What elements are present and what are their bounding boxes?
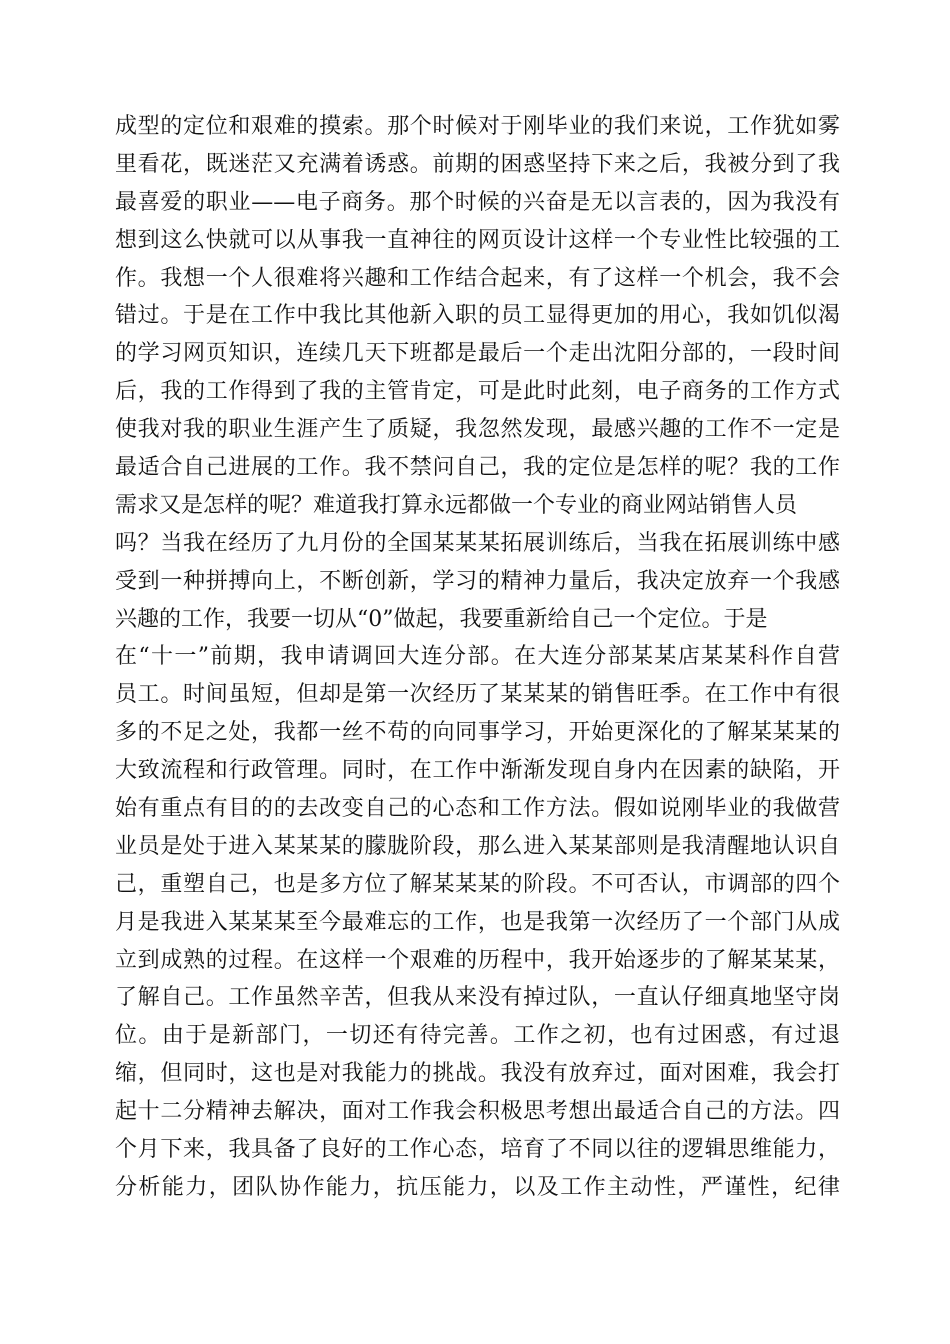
text-line-22: 月是我进入某某某至今最难忘的工作，也是我第一次经历了一个部门从成	[115, 909, 840, 935]
text-line-20: 业员是处于进入某某某的朦胧阶段，那么进入某某部则是我清醒地认识自	[115, 833, 840, 859]
text-line-5: 作。我想一个人很难将兴趣和工作结合起来，有了这样一个机会，我不会	[115, 265, 840, 291]
text-line-3: 最喜爱的职业——电子商务。那个时候的兴奋是无以言表的，因为我没有	[115, 189, 840, 215]
text-line-13: 受到一种拼搏向上，不断创新，学习的精神力量后，我决定放弃一个我感	[115, 568, 840, 594]
text-line-6: 错过。于是在工作中我比其他新入职的员工显得更加的用心，我如饥似渴	[115, 303, 840, 329]
text-line-9: 使我对我的职业生涯产生了质疑，我忽然发现，最感兴趣的工作不一定是	[115, 417, 840, 443]
body-text	[115, 108, 840, 1207]
text-line-17: 多的不足之处，我都一丝不苟的向同事学习，开始更深化的了解某某某的	[115, 720, 840, 746]
text-line-26: 缩，但同时，这也是对我能力的挑战。我没有放弃过，面对困难，我会打	[115, 1061, 840, 1087]
text-line-8: 后，我的工作得到了我的主管肯定，可是此时此刻，电子商务的工作方式	[115, 379, 840, 405]
text-line-29: 分析能力，团队协作能力，抗压能力，以及工作主动性，严谨性，纪律	[115, 1174, 840, 1200]
text-line-12: 吗？当我在经历了九月份的全国某某某拓展训练后，当我在拓展训练中感	[115, 530, 840, 556]
text-line-2: 里看花，既迷茫又充满着诱惑。前期的困惑坚持下来之后，我被分到了我	[115, 151, 840, 177]
text-line-16: 员工。时间虽短，但却是第一次经历了某某某的销售旺季。在工作中有很	[115, 682, 840, 708]
text-line-28: 个月下来，我具备了良好的工作心态，培育了不同以往的逻辑思维能力，	[115, 1137, 840, 1163]
text-line-23: 立到成熟的过程。在这样一个艰难的历程中，我开始逐步的了解某某某，	[115, 947, 840, 973]
text-line-1: 成型的定位和艰难的摸索。那个时候对于刚毕业的我们来说，工作犹如雾	[115, 114, 840, 139]
text-line-19: 始有重点有目的的去改变自己的心态和工作方法。假如说刚毕业的我做营	[115, 796, 840, 822]
text-line-15: 在“十一”前期，我申请调回大连分部。在大连分部某某店某某科作自营	[115, 644, 840, 670]
text-line-25: 位。由于是新部门，一切还有待完善。工作之初，也有过困惑，有过退	[115, 1023, 840, 1049]
text-line-10: 最适合自己进展的工作。我不禁问自己，我的定位是怎样的呢？我的工作	[115, 455, 840, 481]
text-line-24: 了解自己。工作虽然辛苦，但我从来没有掉过队，一直认仔细真地坚守岗	[115, 985, 840, 1011]
text-line-4: 想到这么快就可以从事我一直神往的网页设计这样一个专业性比较强的工	[115, 227, 840, 253]
text-line-7: 的学习网页知识，连续几天下班都是最后一个走出沈阳分部的，一段时间	[115, 341, 840, 367]
text-line-27: 起十二分精神去解决，面对工作我会积极思考想出最适合自己的方法。四	[115, 1099, 840, 1125]
text-line-14: 兴趣的工作，我要一切从“0”做起，我要重新给自己一个定位。于是	[115, 606, 768, 632]
text-line-21: 己，重塑自己，也是多方位了解某某某的阶段。不可否认，市调部的四个	[115, 871, 840, 897]
text-line-18: 大致流程和行政管理。同时，在工作中渐渐发现自身内在因素的缺陷，开	[115, 758, 840, 784]
text-line-11: 需求又是怎样的呢？难道我打算永远都做一个专业的商业网站销售人员	[115, 492, 798, 518]
